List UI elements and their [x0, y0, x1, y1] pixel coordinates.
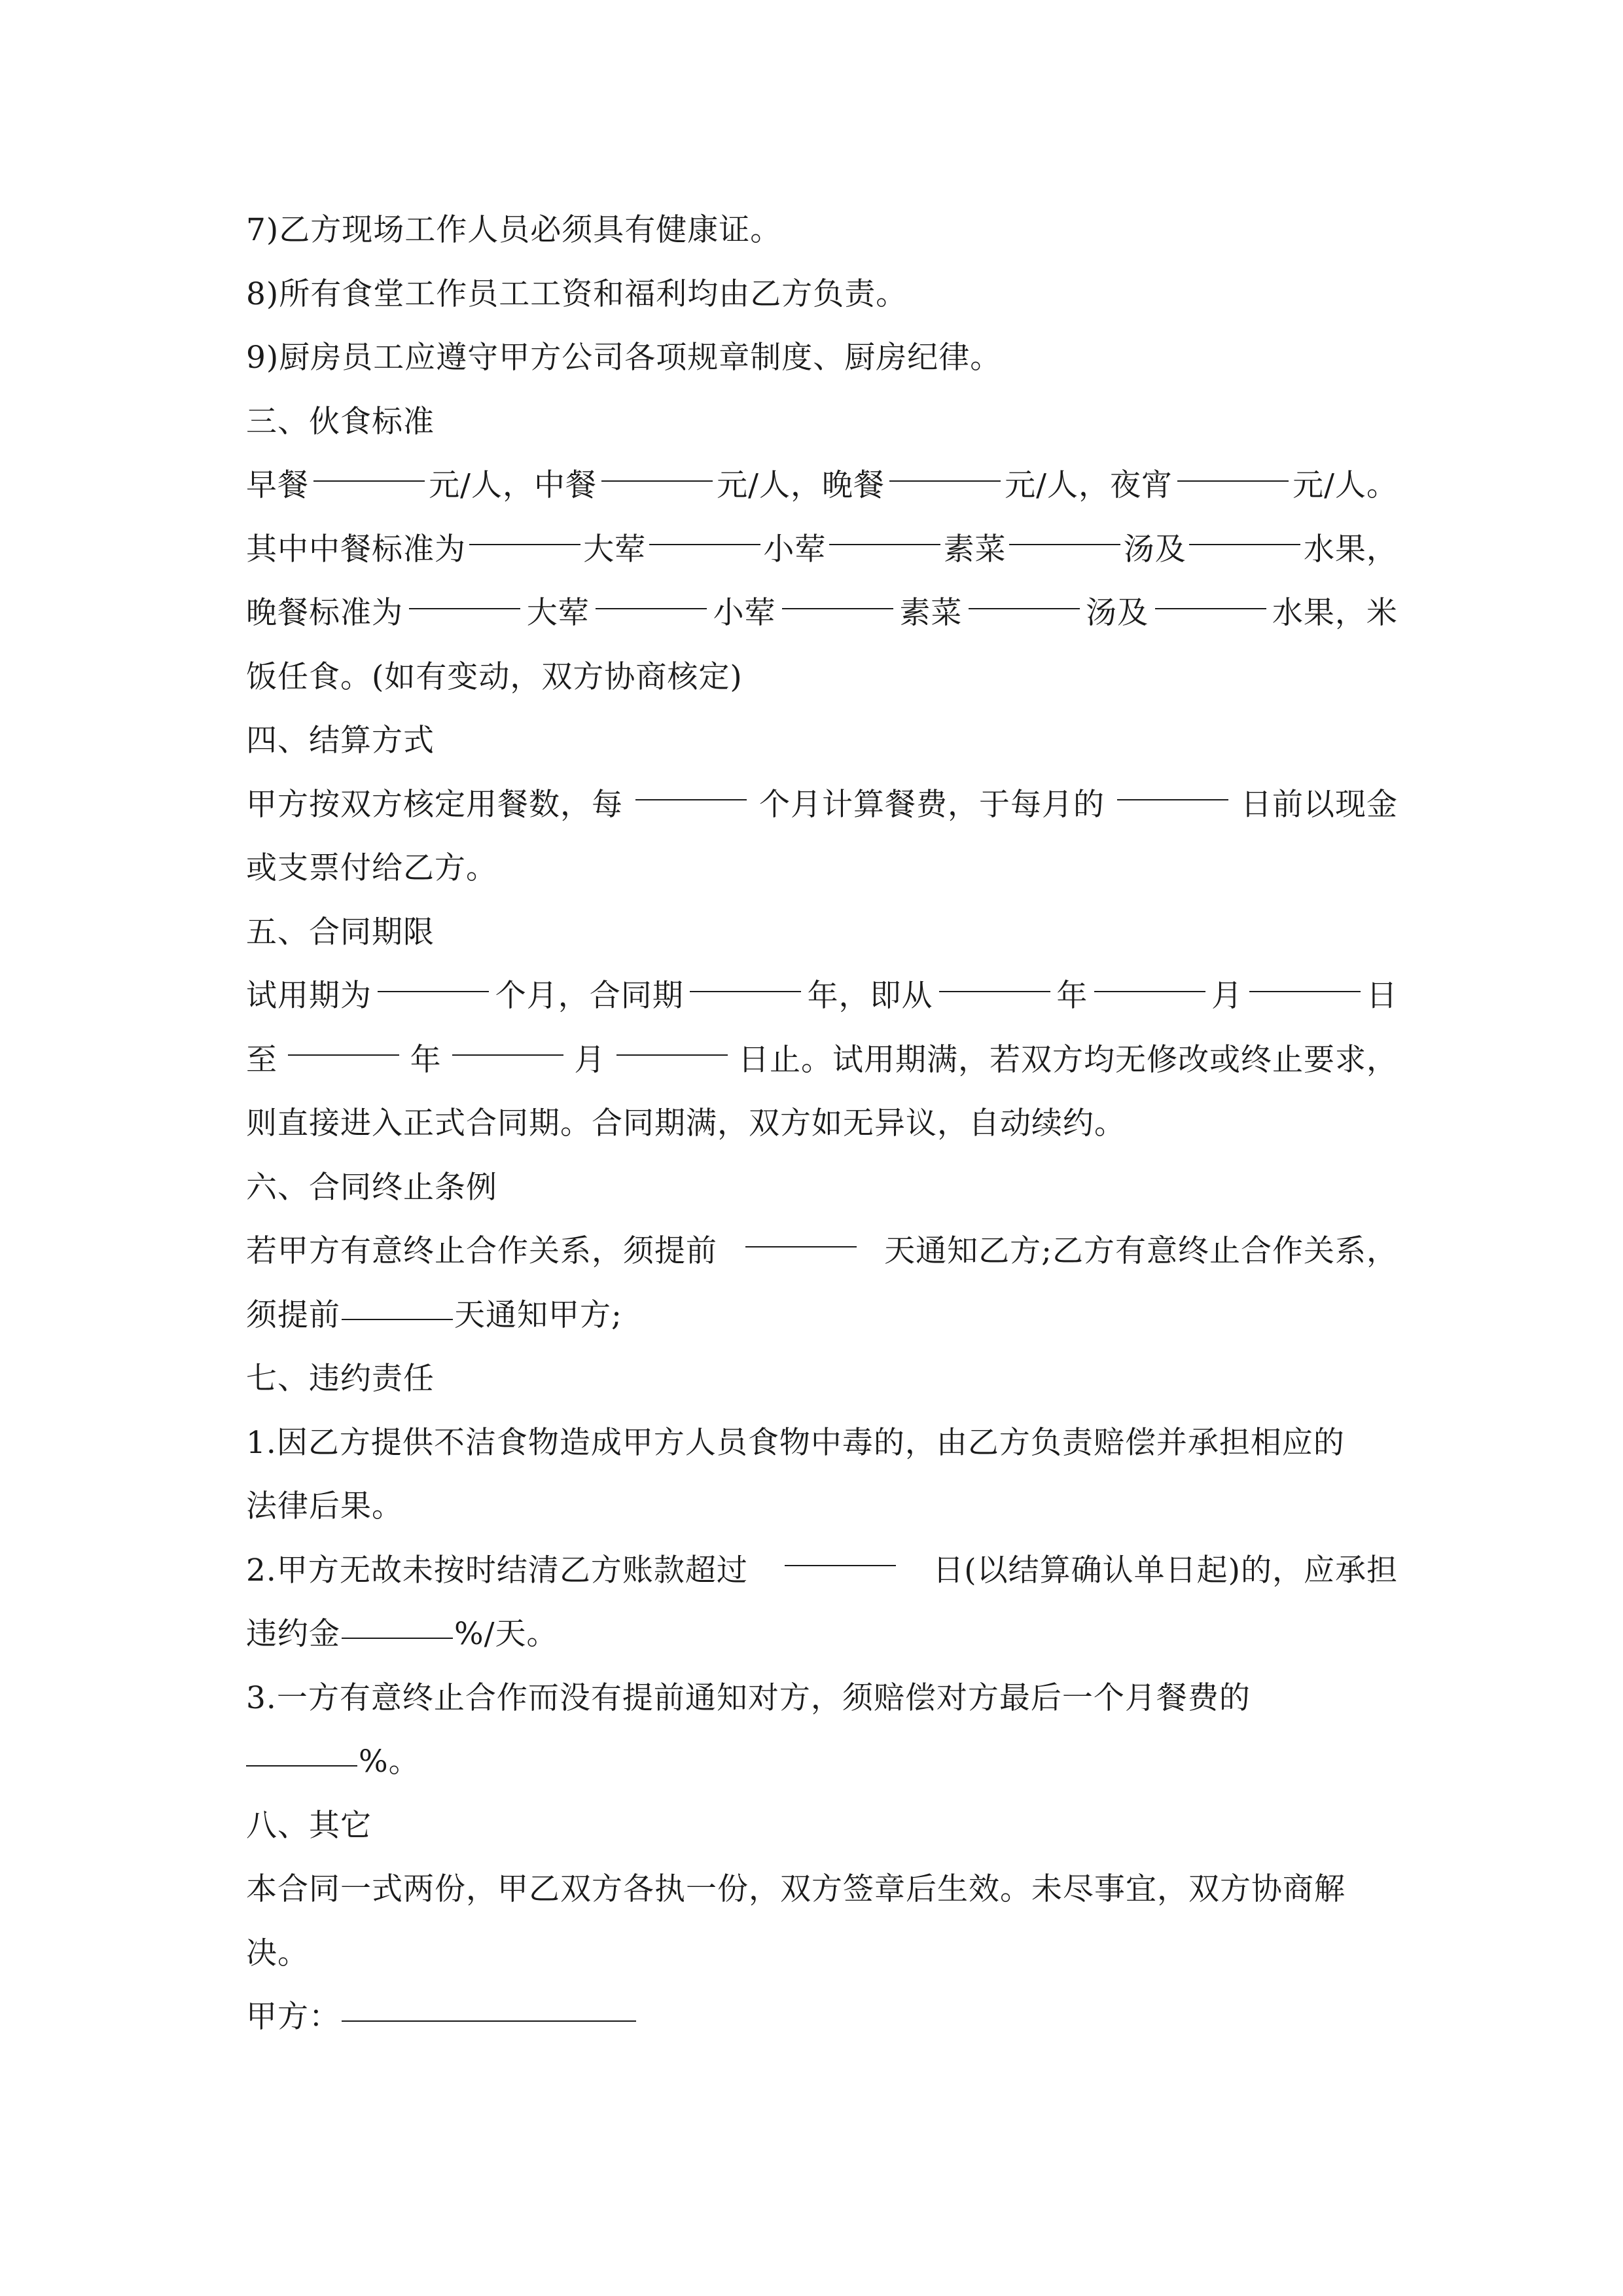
lunch-standard-line: [246, 518, 1398, 582]
fill-blank: [969, 607, 1080, 609]
text-segment: 若甲方有意终止合作关系，须提前: [246, 1233, 717, 1269]
text-segment: 素菜: [943, 531, 1007, 567]
text-segment: 天通知乙方;乙方有意终止合作关系，: [884, 1233, 1398, 1269]
fill-blank: [1155, 607, 1266, 609]
fill-blank: [782, 607, 893, 609]
other-clause: 本合同一式两份，甲乙双方各执一份，双方签章后生效。未尽事宜，双方协商解: [246, 1871, 1346, 1907]
section-heading-liability: 七、违约责任: [246, 1361, 435, 1397]
text-segment: 天通知甲方;: [454, 1297, 622, 1333]
fill-blank: [1177, 479, 1289, 482]
text-segment: 年，即从: [807, 978, 933, 1014]
section-heading-other: 八、其它: [246, 1807, 372, 1844]
fill-blank: [288, 1053, 399, 1056]
fill-blank: [246, 1764, 357, 1767]
fill-blank: [1117, 798, 1228, 800]
text-segment: 小荤: [713, 595, 776, 631]
text-segment: 大荤: [583, 531, 647, 567]
text-segment: 违约金: [246, 1616, 340, 1652]
term-line: [246, 964, 1398, 1028]
text-segment: 小荤: [763, 531, 827, 567]
section-heading-meal-standard: 三、伙食标准: [246, 403, 435, 440]
text-segment: 元/人，晚餐: [717, 467, 885, 503]
text-segment: 日前以现金: [1241, 786, 1398, 823]
fill-blank: [452, 1053, 563, 1056]
text-segment: 个月计算餐费，于每月的: [759, 786, 1105, 823]
text-segment: 水果，米: [1272, 595, 1398, 631]
text-segment: 至: [246, 1041, 277, 1078]
fill-blank: [1094, 990, 1205, 992]
clause-9: 9)厨房员工应遵守甲方公司各项规章制度、厨房纪律。: [246, 340, 1002, 376]
term-line-2: [246, 1028, 1398, 1092]
text-segment: 早餐: [246, 467, 309, 503]
liability-clause-1-cont: 法律后果。: [246, 1488, 403, 1524]
text-segment: 2.甲方无故未按时结清乙方账款超过: [246, 1552, 748, 1588]
text-segment: 元/人，夜宵: [1005, 467, 1173, 503]
fill-blank: [1249, 990, 1361, 992]
text-segment: 甲方按双方核定用餐数，每: [246, 786, 623, 823]
text-segment: 元/人。: [1293, 467, 1398, 503]
other-clause-cont: 决。: [246, 1935, 309, 1971]
text-segment: 汤及: [1123, 531, 1186, 567]
fill-blank: [409, 607, 520, 609]
liability-clause-1: 1.因乙方提供不洁食物造成甲方人员食物中毒的，由乙方负责赔偿并承担相应的: [246, 1424, 1345, 1461]
fill-blank: [378, 990, 489, 992]
party-a-signature-blank: [342, 2019, 636, 2022]
text-segment: 大荤: [526, 595, 590, 631]
party-a-signature-line: [246, 1985, 1398, 2049]
fill-blank: [745, 1245, 857, 1247]
fill-blank: [313, 479, 425, 482]
fill-blank: [785, 1564, 896, 1566]
text-segment: 日: [1366, 978, 1398, 1014]
section-heading-term: 五、合同期限: [246, 914, 435, 950]
fill-blank: [616, 1053, 728, 1056]
text-segment: 年: [1056, 978, 1088, 1014]
text-segment: 月: [1211, 978, 1243, 1014]
text-segment: 素菜: [899, 595, 963, 631]
dinner-standard-line: [246, 581, 1398, 645]
text-segment: 日(以结算确认单日起)的，应承担: [933, 1552, 1398, 1588]
termination-line-2: [246, 1283, 1398, 1348]
party-a-label: 甲方：: [246, 1999, 340, 2035]
fill-blank: [1189, 543, 1300, 545]
clause-7: 7)乙方现场工作人员必须具有健康证。: [246, 212, 782, 248]
text-segment: %/天。: [454, 1616, 558, 1652]
fill-blank: [1009, 543, 1120, 545]
fill-blank: [596, 607, 707, 609]
fill-blank: [342, 1318, 453, 1320]
termination-line: [246, 1219, 1398, 1283]
fill-blank: [635, 798, 747, 800]
text-segment: 须提前: [246, 1297, 340, 1333]
fill-blank: [690, 990, 801, 992]
text-segment: 水果，: [1303, 531, 1398, 567]
liability-clause-2-cont: [246, 1602, 1398, 1666]
fill-blank: [649, 543, 760, 545]
settlement-line: [246, 773, 1398, 837]
fill-blank: [939, 990, 1050, 992]
liability-clause-3: 3.一方有意终止合作而没有提前通知对方，须赔偿对方最后一个月餐费的: [246, 1679, 1251, 1716]
clause-8: 8)所有食堂工作员工工资和福利均由乙方负责。: [246, 276, 908, 312]
text-segment: 其中中餐标准为: [246, 531, 466, 567]
settlement-line-2: 或支票付给乙方。: [246, 850, 497, 886]
section-heading-termination: 六、合同终止条例: [246, 1169, 497, 1206]
rice-note-line: 饭任食。(如有变动，双方协商核定): [246, 658, 743, 695]
liability-clause-3-cont: [246, 1730, 1398, 1794]
text-segment: 试用期为: [246, 978, 372, 1014]
text-segment: 元/人，中餐: [429, 467, 597, 503]
text-segment: 晚餐标准为: [246, 595, 403, 631]
contract-body: [246, 198, 1398, 2049]
text-segment: 日止。试用期满，若双方均无修改或终止要求，: [738, 1041, 1398, 1078]
section-heading-settlement: 四、结算方式: [246, 723, 435, 759]
term-line-3: 则直接进入正式合同期。合同期满，双方如无异议，自动续约。: [246, 1105, 1126, 1141]
meal-prices-line: [246, 454, 1398, 518]
fill-blank: [889, 479, 1001, 482]
text-segment: 个月，合同期: [495, 978, 684, 1014]
text-segment: %。: [359, 1744, 420, 1780]
fill-blank: [829, 543, 940, 545]
fill-blank: [469, 543, 580, 545]
fill-blank: [342, 1636, 453, 1639]
liability-clause-2: [246, 1539, 1398, 1603]
text-segment: 年: [410, 1041, 442, 1078]
text-segment: 汤及: [1086, 595, 1149, 631]
text-segment: 月: [574, 1041, 606, 1078]
fill-blank: [601, 479, 713, 482]
